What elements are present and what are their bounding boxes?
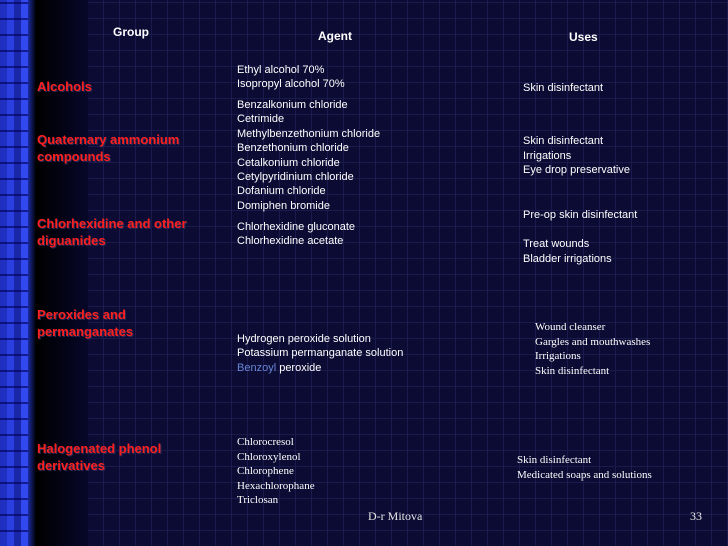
uses-chlorhexidine: [523, 208, 637, 266]
agent-item: Cetylpyridinium chloride: [237, 171, 354, 184]
agent-item-benzoyl-peroxide: [237, 361, 403, 375]
use-item: Skin disinfectant: [535, 364, 610, 377]
page-number: 33: [690, 509, 702, 523]
agent-item: Benzalkonium chloride: [237, 99, 348, 111]
use-item: Skin disinfectant: [523, 82, 604, 94]
uses-alcohols: [523, 81, 603, 96]
agents-peroxides: [237, 332, 403, 375]
agent-item: Domiphen bromide: [237, 199, 330, 212]
use-item: Wound cleanser: [535, 321, 606, 333]
uses-peroxides: [535, 320, 650, 378]
agent-item: Chlorhexidine acetate: [237, 235, 344, 248]
uses-halogenated-phenol: [517, 453, 652, 482]
agent-item: Isopropyl alcohol 70%: [237, 78, 345, 91]
use-item: Skin disinfectant: [517, 454, 592, 466]
agents-halogenated-phenol: [237, 435, 315, 508]
group-alcohols: Alcohols: [37, 79, 92, 94]
use-item: Irrigations: [535, 350, 581, 363]
agent-item: Chloroxylenol: [237, 450, 301, 463]
agent-item: Cetrimide: [237, 113, 285, 126]
group-chlorhexidine: Chlorhexidine and other diguanides: [37, 216, 187, 248]
agent-item: Cetalkonium chloride: [237, 156, 340, 169]
agents-chlorhexidine: [237, 220, 355, 249]
group-peroxides: Peroxides and permanganates: [37, 307, 134, 339]
agent-item: Methylbenzethonium chloride: [237, 127, 381, 140]
agent-item: Potassium permanganate solution: [237, 347, 404, 360]
decorative-stripe-fade: [28, 0, 36, 546]
agent-item: Benzethonium chloride: [237, 142, 349, 155]
agent-highlight: Benzoyl: [237, 361, 277, 374]
agent-item: Triclosan: [237, 494, 279, 507]
agents-alcohols: [237, 63, 345, 92]
use-item: Medicated soaps and solutions: [517, 468, 652, 481]
use-item: Irrigations: [523, 149, 572, 162]
agent-item: Chlorocresol: [237, 436, 294, 448]
header-uses: Uses: [569, 30, 598, 44]
decorative-stripe: [0, 0, 28, 546]
footer-author: D-r Mitova: [368, 509, 423, 523]
agent-item: Dofanium chloride: [237, 185, 326, 198]
agent-item: Hexachlorophane: [237, 479, 315, 492]
use-item: Pre-op skin disinfectant: [523, 209, 638, 221]
group-halogenated-phenol: Halogenated phenol derivatives: [37, 441, 162, 473]
agent-item: Hydrogen peroxide solution: [237, 333, 371, 345]
agent-item: Chlorhexidine gluconate: [237, 221, 356, 233]
agents-quaternary-ammonium: [237, 98, 380, 213]
header-group: Group: [113, 25, 149, 39]
agent-item: Chlorophene: [237, 465, 294, 478]
use-item: Bladder irrigations: [523, 252, 612, 265]
group-quaternary-ammonium: Quaternary ammonium compounds: [37, 132, 180, 164]
use-item: Treat wounds: [523, 238, 590, 251]
use-spacer: [523, 223, 637, 238]
use-item: Skin disinfectant: [523, 135, 604, 147]
use-item: Eye drop preservative: [523, 164, 630, 177]
uses-quaternary-ammonium: [523, 134, 630, 178]
agent-rest: peroxide: [276, 361, 322, 374]
use-item: Gargles and mouthwashes: [535, 335, 651, 348]
header-agent: Agent: [318, 29, 352, 43]
agent-item: Ethyl alcohol 70%: [237, 64, 325, 76]
